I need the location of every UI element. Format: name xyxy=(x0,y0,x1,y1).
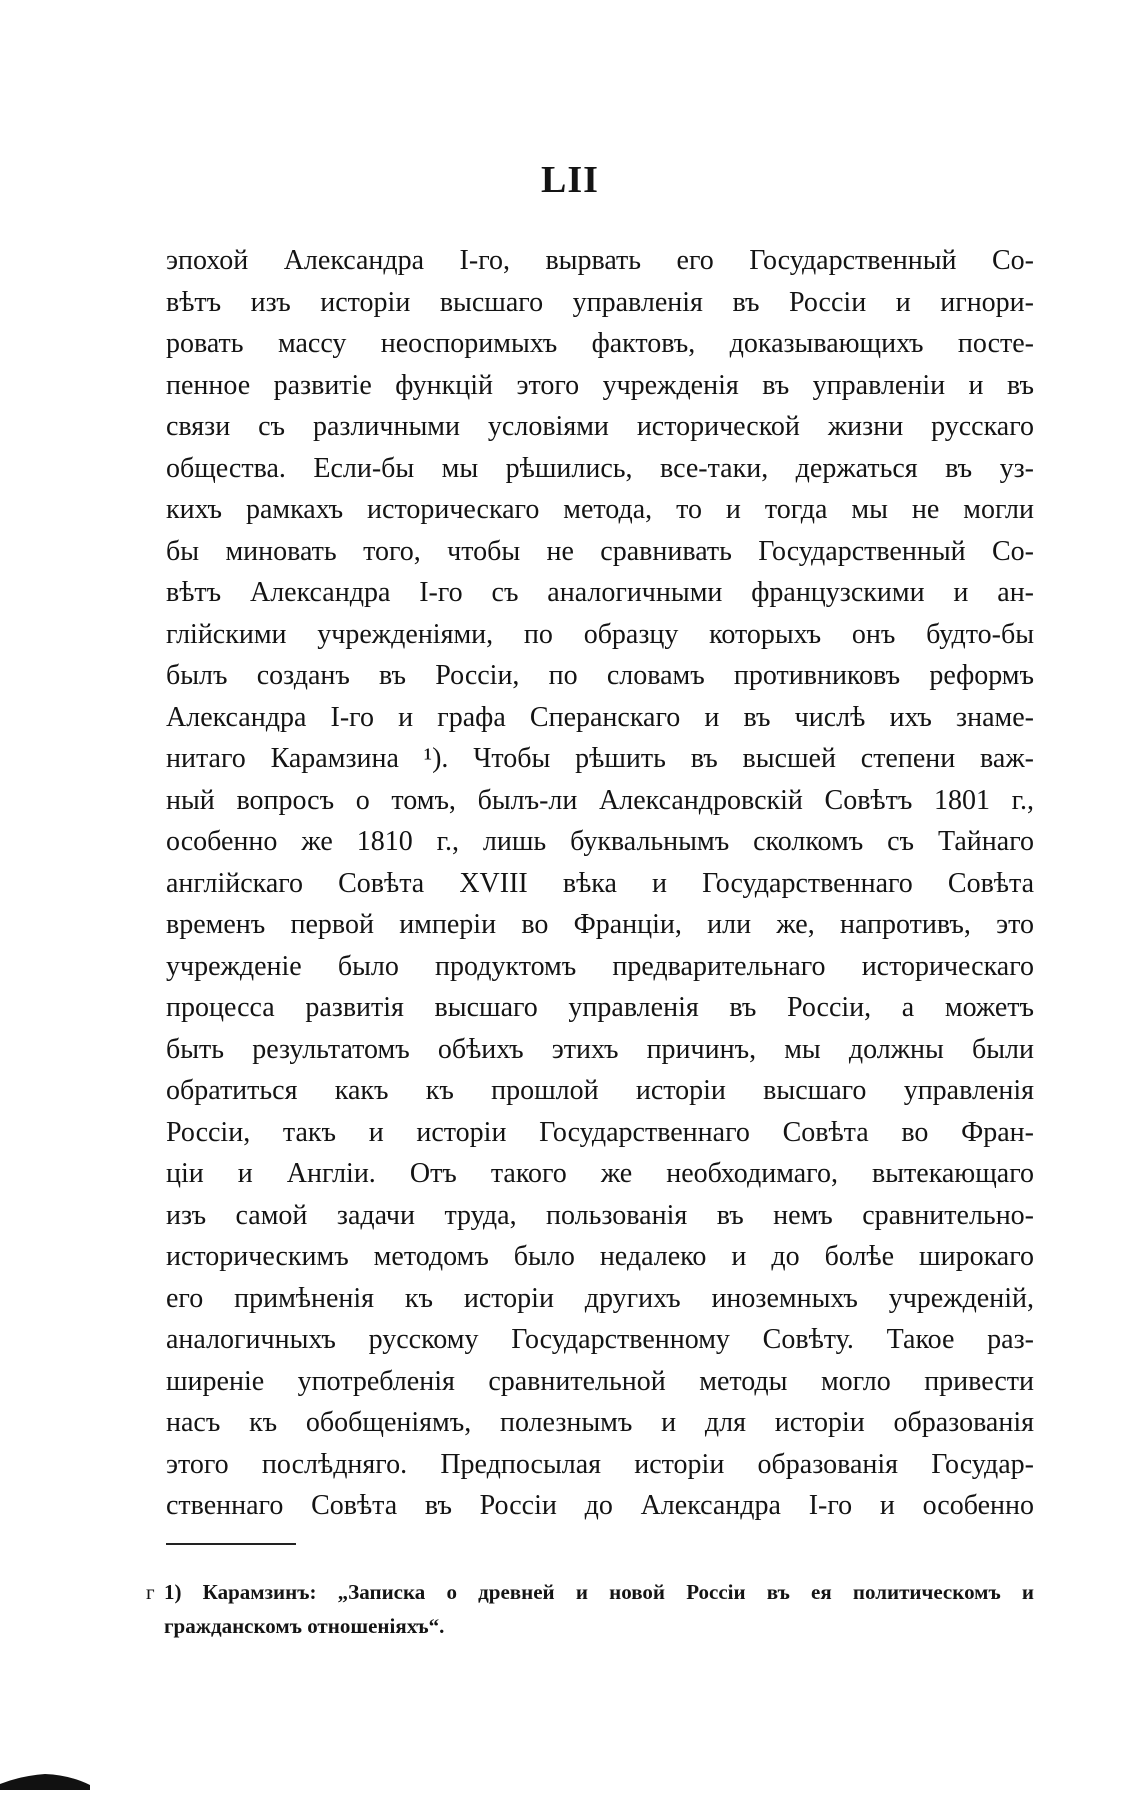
text-line: эпохой Александра I-го, вырвать его Государственный Со- xyxy=(166,245,1034,276)
text-line: бы миновать того, чтобы не сравнивать Государственный Со- xyxy=(166,535,1034,567)
text-line: этого послѣдняго. Предпосылая исторіи образованія Государ- xyxy=(166,1448,1034,1480)
text-line: быть результатомъ обѣихъ этихъ причинъ, мы должны были xyxy=(166,1033,1034,1065)
text-line: ный вопросъ о томъ, былъ-ли Александровскій Совѣтъ 1801 г., xyxy=(166,784,1034,816)
text-line: его примѣненія къ исторіи другихъ иноземныхъ учрежденій, xyxy=(166,1282,1034,1314)
page-number: LII xyxy=(541,159,599,201)
text-line: аналогичныхъ русскому Государственному Совѣту. Такое раз- xyxy=(166,1324,1034,1355)
text-line: ціи и Англіи. Отъ такого же необходимаго, вытекающаго xyxy=(166,1158,1034,1189)
text-line: вѣтъ изъ исторіи высшаго управленія въ Россіи и игнори- xyxy=(166,286,1034,318)
text-line: Александра I-го и графа Сперанскаго и въ числѣ ихъ знаме- xyxy=(166,701,1034,733)
text-line: связи съ различными условіями исторической жизни русскаго xyxy=(166,411,1034,442)
text-line: временъ первой имперіи во Франціи, или же, напротивъ, это xyxy=(166,909,1034,940)
footnote-divider xyxy=(166,1543,296,1545)
text-line: англійскаго Совѣта XVIII вѣка и Государственнаго Совѣта xyxy=(166,867,1034,899)
body-text xyxy=(166,240,1034,1527)
text-line: учрежденіе было продуктомъ предварительнаго историческаго xyxy=(166,950,1034,982)
text-line: общества. Если-бы мы рѣшились, все-таки, держаться въ уз- xyxy=(166,452,1034,484)
text-line: глійскими учрежденіями, по образцу которыхъ онъ будто-бы xyxy=(166,618,1034,650)
footnote xyxy=(146,1575,1034,1643)
ink-smudge-icon xyxy=(0,1770,90,1790)
text-line: Россіи, такъ и исторіи Государственнаго Совѣта во Фран- xyxy=(166,1116,1034,1148)
text-line: нитаго Карамзина ¹). Чтобы рѣшить въ высшей степени важ- xyxy=(166,743,1034,774)
text-line: обратиться какъ къ прошлой исторіи высшаго управленія xyxy=(166,1075,1034,1106)
text-line: ственнаго Совѣта въ Россіи до Александра I-го и особенно xyxy=(166,1490,1034,1521)
text-line: былъ созданъ въ Россіи, по словамъ противниковъ реформъ xyxy=(166,660,1034,691)
text-line: процесса развитія высшаго управленія въ Россіи, а можетъ xyxy=(166,992,1034,1023)
footnote-line: гражданскомъ отношеніяхъ“. xyxy=(164,1614,445,1638)
text-line: кихъ рамкахъ историческаго метода, то и тогда мы не могли xyxy=(166,494,1034,525)
text-line: ровать массу неоспоримыхъ фактовъ, доказывающихъ посте- xyxy=(166,328,1034,359)
text-line: ширеніе употребленія сравнительной методы могло привести xyxy=(166,1365,1034,1397)
text-line: насъ къ обобщеніямъ, полезнымъ и для исторіи образованія xyxy=(166,1407,1034,1438)
footnote-text: 1) Карамзинъ: „Записка о древней и новой Россіи въ ея политическомъ и xyxy=(164,1580,1034,1604)
text-line: пенное развитіе функцій этого учрежденія въ управленіи и въ xyxy=(166,369,1034,401)
footnote-margin-mark: г xyxy=(146,1580,155,1604)
text-line: изъ самой задачи труда, пользованія въ немъ сравнительно- xyxy=(166,1199,1034,1231)
text-line: историческимъ методомъ было недалеко и до болѣе широкаго xyxy=(166,1241,1034,1272)
footnote-line xyxy=(146,1575,1034,1609)
text-line: особенно же 1810 г., лишь буквальнымъ сколкомъ съ Тайнаго xyxy=(166,826,1034,857)
text-line: вѣтъ Александра I-го съ аналогичными французскими и ан- xyxy=(166,577,1034,608)
